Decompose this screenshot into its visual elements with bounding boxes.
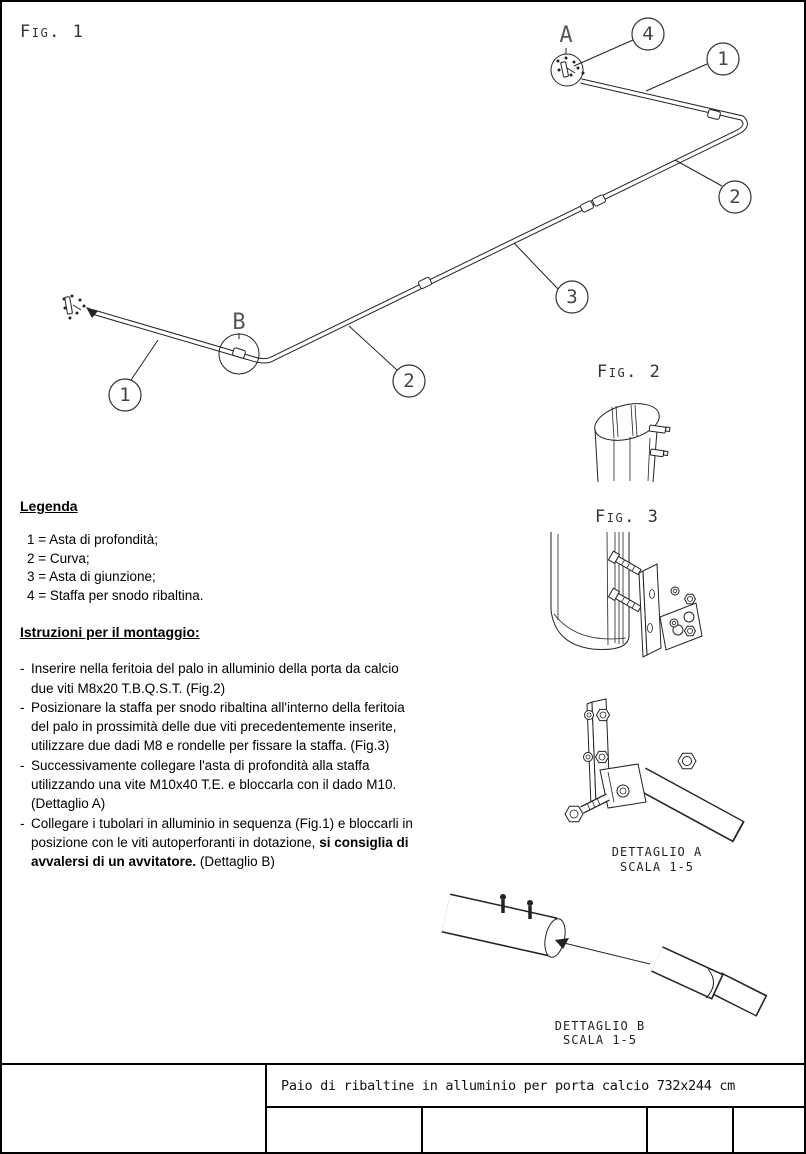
legend-heading: Legenda [20, 498, 78, 514]
title-block-cell [734, 1108, 804, 1152]
instruction-text: Inserire nella feritoia del palo in alluminio della porta da calcio due viti M8x20 T.B.Q.S.T. (Fig.2) [31, 661, 399, 696]
detail-a-scale: SCALA 1-5 [619, 860, 695, 874]
drawing-title: Paio di ribaltine in alluminio per porta calcio 732x244 cm [267, 1065, 804, 1108]
callout-2-bottom [349, 326, 425, 397]
bullet-dash: - [20, 757, 25, 773]
instruction-text-bold: si consiglia di avvalersi di un avvitatore. [31, 834, 409, 870]
instruction-item [20, 756, 420, 814]
bullet-dash: - [20, 699, 25, 715]
fig2-label: Fig. 2 [597, 362, 662, 382]
instruction-text-part: Collegare i tubolari in alluminio in sequenza (Fig.1) e bloccarli in posizione con le viti autoperforanti in dotazione, [31, 815, 413, 850]
detail-a-title: DETTAGLIO A [611, 845, 703, 859]
callout-2-right [675, 160, 751, 213]
insert-arrow [86, 307, 98, 318]
bullet-dash: - [20, 815, 25, 831]
title-block [2, 1063, 804, 1152]
bullet-dash: - [20, 661, 25, 677]
instructions-heading: Istruzioni per il montaggio: [20, 624, 200, 640]
fig3-pole-bracket-drawing [551, 532, 702, 657]
left-bracket-hardware [63, 295, 86, 320]
instruction-item [20, 698, 420, 756]
legend-item: 1 = Asta di profondità; [27, 532, 158, 547]
callout-1-top [646, 43, 739, 91]
fig1-label: Fig. 1 [20, 22, 85, 42]
bracket-a-hardware [557, 57, 585, 78]
callout-3 [514, 243, 588, 313]
fig1-tube-assembly [63, 18, 752, 411]
detail-marker-b [219, 310, 259, 374]
fig3-label: Fig. 3 [595, 507, 660, 527]
title-block-cell [423, 1108, 648, 1152]
detail-b-letter: B [232, 310, 246, 335]
detail-a-loose-nut [678, 753, 696, 769]
instructions-section [20, 623, 420, 872]
instruction-text [31, 814, 420, 872]
callout-3-label: 3 [566, 286, 578, 308]
title-block-cell [648, 1108, 734, 1152]
callout-4 [574, 18, 664, 66]
legend-section [20, 498, 390, 605]
fig2-screws [649, 425, 670, 457]
detail-b-arrow [555, 938, 650, 964]
title-block-cell [267, 1108, 423, 1152]
tube-joint-sleeves [232, 109, 721, 358]
callout-2-bottom-label: 2 [403, 370, 415, 392]
detail-a-drawing [565, 699, 739, 832]
callout-1-bottom-label: 1 [119, 384, 131, 406]
instruction-text-part: (Dettaglio B) [196, 854, 275, 870]
callout-1-top-label: 1 [717, 48, 729, 70]
instruction-item [20, 814, 420, 872]
legend-item: 3 = Asta di giunzione; [27, 569, 156, 584]
title-block-bottom-row [267, 1108, 804, 1152]
fig3-bracket [639, 564, 702, 657]
instruction-item [20, 659, 420, 698]
detail-b-title: DETTAGLIO B [554, 1019, 646, 1033]
title-block-left-cell [2, 1065, 267, 1152]
detail-b-scale: SCALA 1-5 [562, 1033, 638, 1047]
detail-a-bolt [565, 797, 608, 822]
detail-b-drawing [446, 894, 762, 1006]
instruction-text: Successivamente collegare l'asta di profondità alla staffa utilizzando una vite M10x40 T.E. e bloccarla con il dado M10. (Dettaglio A) [31, 757, 397, 812]
callout-1-bottom [109, 340, 158, 411]
legend-item: 4 = Staffa per snodo ribaltina. [27, 587, 204, 603]
fig2-pole-drawing [591, 398, 670, 482]
instruction-text: Posizionare la staffa per snodo ribaltina all'interno della feritoia del palo in prossimità delle due viti precedentemente inserite, utilizzare due dadi M8 e rondelle per fissare la staffa. (Fig.3) [31, 699, 405, 754]
detail-b-right-tube [657, 959, 762, 1006]
legend-item: 2 = Curva; [27, 550, 90, 566]
callout-4-label: 4 [642, 23, 654, 45]
detail-a-letter: A [559, 23, 573, 48]
callout-2-right-label: 2 [729, 186, 741, 208]
title-block-right [267, 1065, 804, 1152]
